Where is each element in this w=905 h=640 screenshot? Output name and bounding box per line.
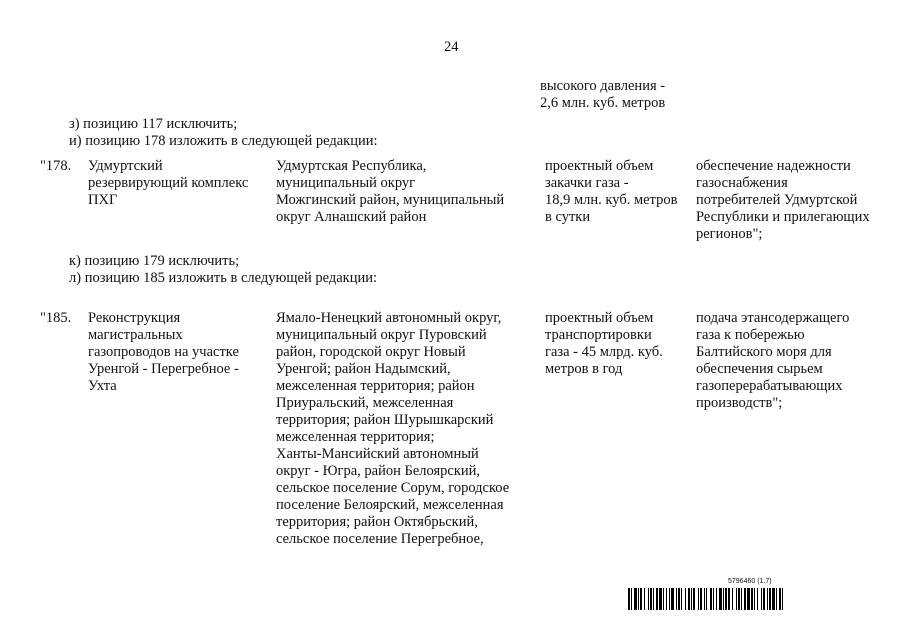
instruction-remove-179: к) позицию 179 исключить; bbox=[69, 253, 240, 269]
row-capacity: проектный объем транспортировки газа - 45 млрд. куб. метров в год bbox=[545, 310, 663, 377]
row-purpose: подача этансодержащего газа к побережью Балтийского моря для обеспечения сырьем газоперерабатывающих производств"; bbox=[696, 310, 850, 411]
row-location: Ямало-Ненецкий автономный округ, муниципальный округ Пуровский район, городской округ Новый Уренгой; район Надымский, межселенная территория; район Приуральский, межселенная территория; район Шурышкарский межселенная территория; Ханты-Мансийский автономный округ - Югра, район Белоярский, сельское поселение Сорум, городское поселение Белоярский, межселенная территория; район Октябрьский, сельское поселение Перегребное, bbox=[276, 310, 510, 547]
instruction-amend-185: л) позицию 185 изложить в следующей редакции: bbox=[69, 270, 377, 286]
barcode-icon bbox=[628, 588, 854, 610]
row-location: Удмуртская Республика, муниципальный округ Можгинский район, муниципальный округ Алнашский район bbox=[276, 158, 505, 225]
instruction-amend-178: и) позицию 178 изложить в следующей редакции: bbox=[69, 133, 378, 149]
barcode-caption: 5796460 (1.7) bbox=[728, 578, 772, 585]
row-name: Удмуртский резервирующий комплекс ПХГ bbox=[88, 158, 249, 208]
page-number: 24 bbox=[444, 39, 459, 55]
row-number: "178. bbox=[40, 158, 72, 174]
row-purpose: обеспечение надежности газоснабжения потребителей Удмуртской Республики и прилегающих регионов"; bbox=[696, 158, 870, 242]
row-capacity: проектный объем закачки газа - 18,9 млн. куб. метров в сутки bbox=[545, 158, 678, 225]
previous-row-continuation: высокого давления - 2,6 млн. куб. метров bbox=[540, 78, 666, 111]
row-name: Реконструкция магистральных газопроводов на участке Уренгой - Перегребное - Ухта bbox=[88, 310, 239, 394]
instruction-remove-117: з) позицию 117 исключить; bbox=[69, 116, 238, 132]
row-number: "185. bbox=[40, 310, 72, 326]
